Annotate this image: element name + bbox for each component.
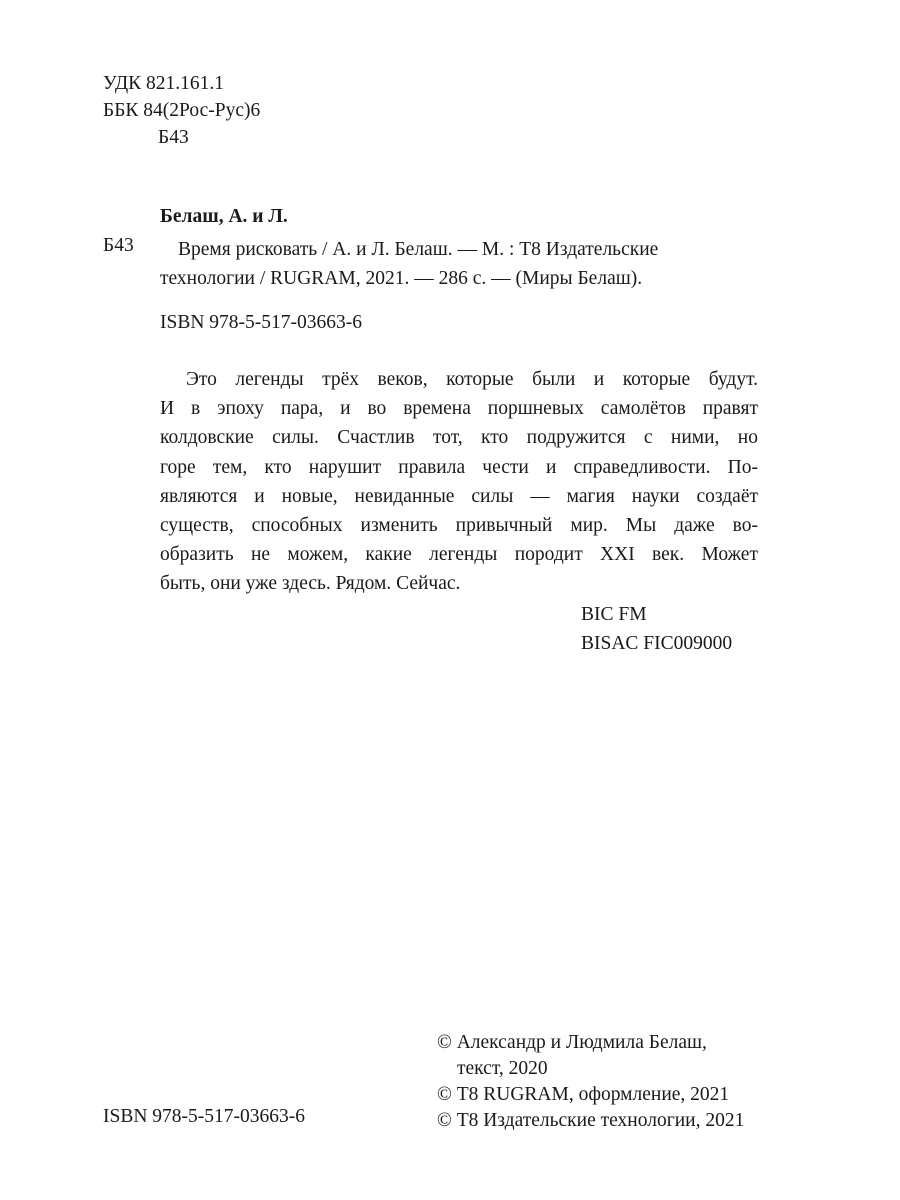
annotation-line: являются и новые, невиданные силы — магия науки создаёт [160,485,758,507]
author-heading: Белаш, А. и Л. [160,206,288,227]
classification-block [103,70,260,151]
annotation-line: существ, способных изменить привычный мир. Мы даже во- [160,515,758,537]
subject-codes [581,600,732,658]
bbk-code: ББК 84(2Рос-Рус)6 [103,100,261,121]
copyright-block [437,1030,744,1134]
annotation-line: образить не можем, какие легенды породит XXI век. Может [160,544,758,566]
bibliographic-description [160,235,659,293]
bic-code: BIC FM [581,604,647,625]
annotation-line: быть, они уже здесь. Рядом. Сейчас. [160,573,461,595]
copyright-line-4: © Т8 Издательские технологии, 2021 [437,1110,745,1131]
annotation-line: горе тем, кто нарушит правила чести и справедливости. По- [160,456,758,478]
biblio-line-1: Время рисковать / А. и Л. Белаш. — М. : Т8 Издательские [178,239,659,260]
annotation [160,365,758,599]
author-mark-side: Б43 [103,235,134,256]
isbn-footer: ISBN 978-5-517-03663-6 [103,1106,306,1127]
annotation-line: Это легенды трёх веков, которые были и которые будут. [186,369,758,390]
annotation-line: колдовские силы. Счастлив тот, кто подружится с ними, но [160,427,758,449]
copyright-line-2: текст, 2020 [457,1058,548,1079]
bisac-code: BISAC FIC009000 [581,633,733,654]
author-mark: Б43 [158,127,189,148]
copyright-line-3: © Т8 RUGRAM, оформление, 2021 [437,1084,730,1105]
copyright-line-1: © Александр и Людмила Белаш, [437,1032,707,1053]
isbn-record: ISBN 978-5-517-03663-6 [160,312,363,333]
annotation-line: И в эпоху пара, и во времена поршневых самолётов правят [160,398,758,420]
biblio-line-2: технологии / RUGRAM, 2021. — 286 с. — (Миры Белаш). [160,268,643,289]
udk-code: УДК 821.161.1 [103,73,225,94]
